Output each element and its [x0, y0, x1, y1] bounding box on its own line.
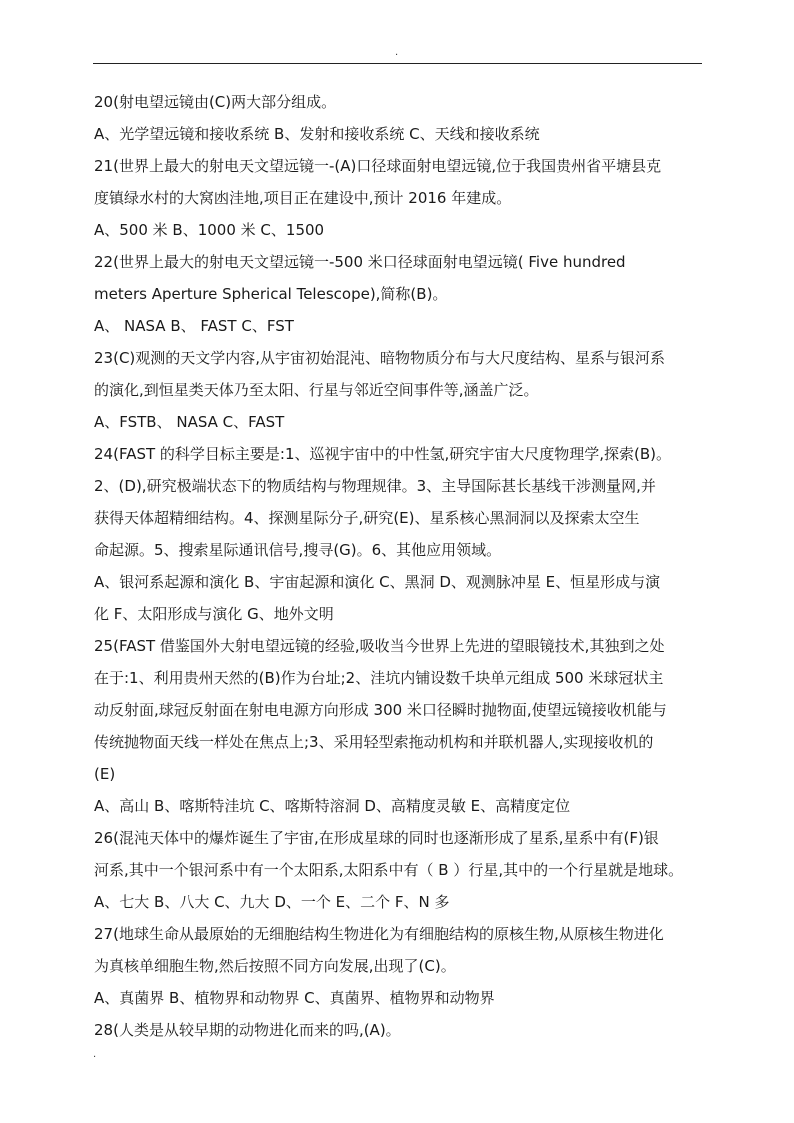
- text-line: 传统抛物面天线一样处在焦点上;3、采用轻型索拖动机构和并联机器人,实现接收机的: [94, 733, 654, 751]
- text-line: 为真核单细胞生物,然后按照不同方向发展,出现了(C)。: [94, 957, 456, 975]
- text-line: meters Aperture Spherical Telescope),简称(B)。: [94, 285, 448, 303]
- text-line: 动反射面,球冠反射面在射电电源方向形成 300 米口径瞬时抛物面,使望远镜接收机能与: [94, 701, 667, 719]
- text-line: 河系,其中一个银河系中有一个太阳系,太阳系中有（ B ）行星,其中的一个行星就是地球。: [94, 861, 684, 879]
- text-line: 27(地球生命从最原始的无细胞结构生物进化为有细胞结构的原核生物,从原核生物进化: [94, 925, 664, 943]
- header-mark: .: [395, 47, 399, 58]
- text-line: A、七大 B、八大 C、九大 D、一个 E、二个 F、N 多: [94, 893, 450, 911]
- text-line: 20(射电望远镜由(C)两大部分组成。: [94, 93, 337, 111]
- text-line: 命起源。5、搜索星际通讯信号,搜寻(G)。6、其他应用领域。: [94, 541, 502, 559]
- text-line: A、FSTB、 NASA C、FAST: [94, 413, 285, 431]
- text-line: 获得天体超精细结构。4、探测星际分子,研究(E)、星系核心黑洞洞以及探索太空生: [94, 509, 640, 527]
- text-line: 28(人类是从较早期的动物进化而来的吗,(A)。: [94, 1021, 401, 1039]
- text-line: A、真菌界 B、植物界和动物界 C、真菌界、植物界和动物界: [94, 989, 495, 1007]
- text-line: 24(FAST 的科学目标主要是:1、巡视宇宙中的中性氢,研究宇宙大尺度物理学,探索(B)。: [94, 445, 672, 463]
- text-line: 2、(D),研究极端状态下的物质结构与物理规律。3、主导国际甚长基线干涉测量网,并: [94, 477, 656, 495]
- text-line: 22(世界上最大的射电天文望远镜一-500 米口径球面射电望远镜( Five hundred: [94, 253, 626, 271]
- text-line: A、高山 B、喀斯特洼坑 C、喀斯特溶洞 D、高精度灵敏 E、高精度定位: [94, 797, 571, 815]
- text-line: A、 NASA B、 FAST C、FST: [94, 317, 294, 335]
- text-line: 度镇绿水村的大窝凼洼地,项目正在建设中,预计 2016 年建成。: [94, 189, 512, 207]
- text-line: 的演化,到恒星类天体乃至太阳、行星与邻近空间事件等,涵盖广泛。: [94, 381, 539, 399]
- text-line: 21(世界上最大的射电天文望远镜一-(A)口径球面射电望远镜,位于我国贵州省平塘县克: [94, 157, 662, 175]
- text-line: (E): [94, 765, 116, 783]
- document-body: [94, 86, 710, 1046]
- text-line: A、银河系起源和演化 B、宇宙起源和演化 C、黑洞 D、观测脉冲星 E、恒星形成与演: [94, 573, 661, 591]
- text-line: A、500 米 B、1000 米 C、1500: [94, 221, 325, 239]
- text-line: 26(混沌天体中的爆炸诞生了宇宙,在形成星球的同时也逐渐形成了星系,星系中有(F)银: [94, 829, 659, 847]
- footer-mark: .: [93, 1049, 97, 1060]
- text-line: A、光学望远镜和接收系统 B、发射和接收系统 C、天线和接收系统: [94, 125, 540, 143]
- header-rule: [93, 63, 702, 64]
- text-line: 在于:1、利用贵州天然的(B)作为台址;2、洼坑内铺设数千块单元组成 500 米球冠状主: [94, 669, 664, 687]
- text-line: 化 F、太阳形成与演化 G、地外文明: [94, 605, 334, 623]
- text-line: 25(FAST 借鉴国外大射电望远镜的经验,吸收当今世界上先进的望眼镜技术,其独到之处: [94, 637, 665, 655]
- text-line: 23(C)观测的天文学内容,从宇宙初始混沌、暗物物质分布与大尺度结构、星系与银河系: [94, 349, 666, 367]
